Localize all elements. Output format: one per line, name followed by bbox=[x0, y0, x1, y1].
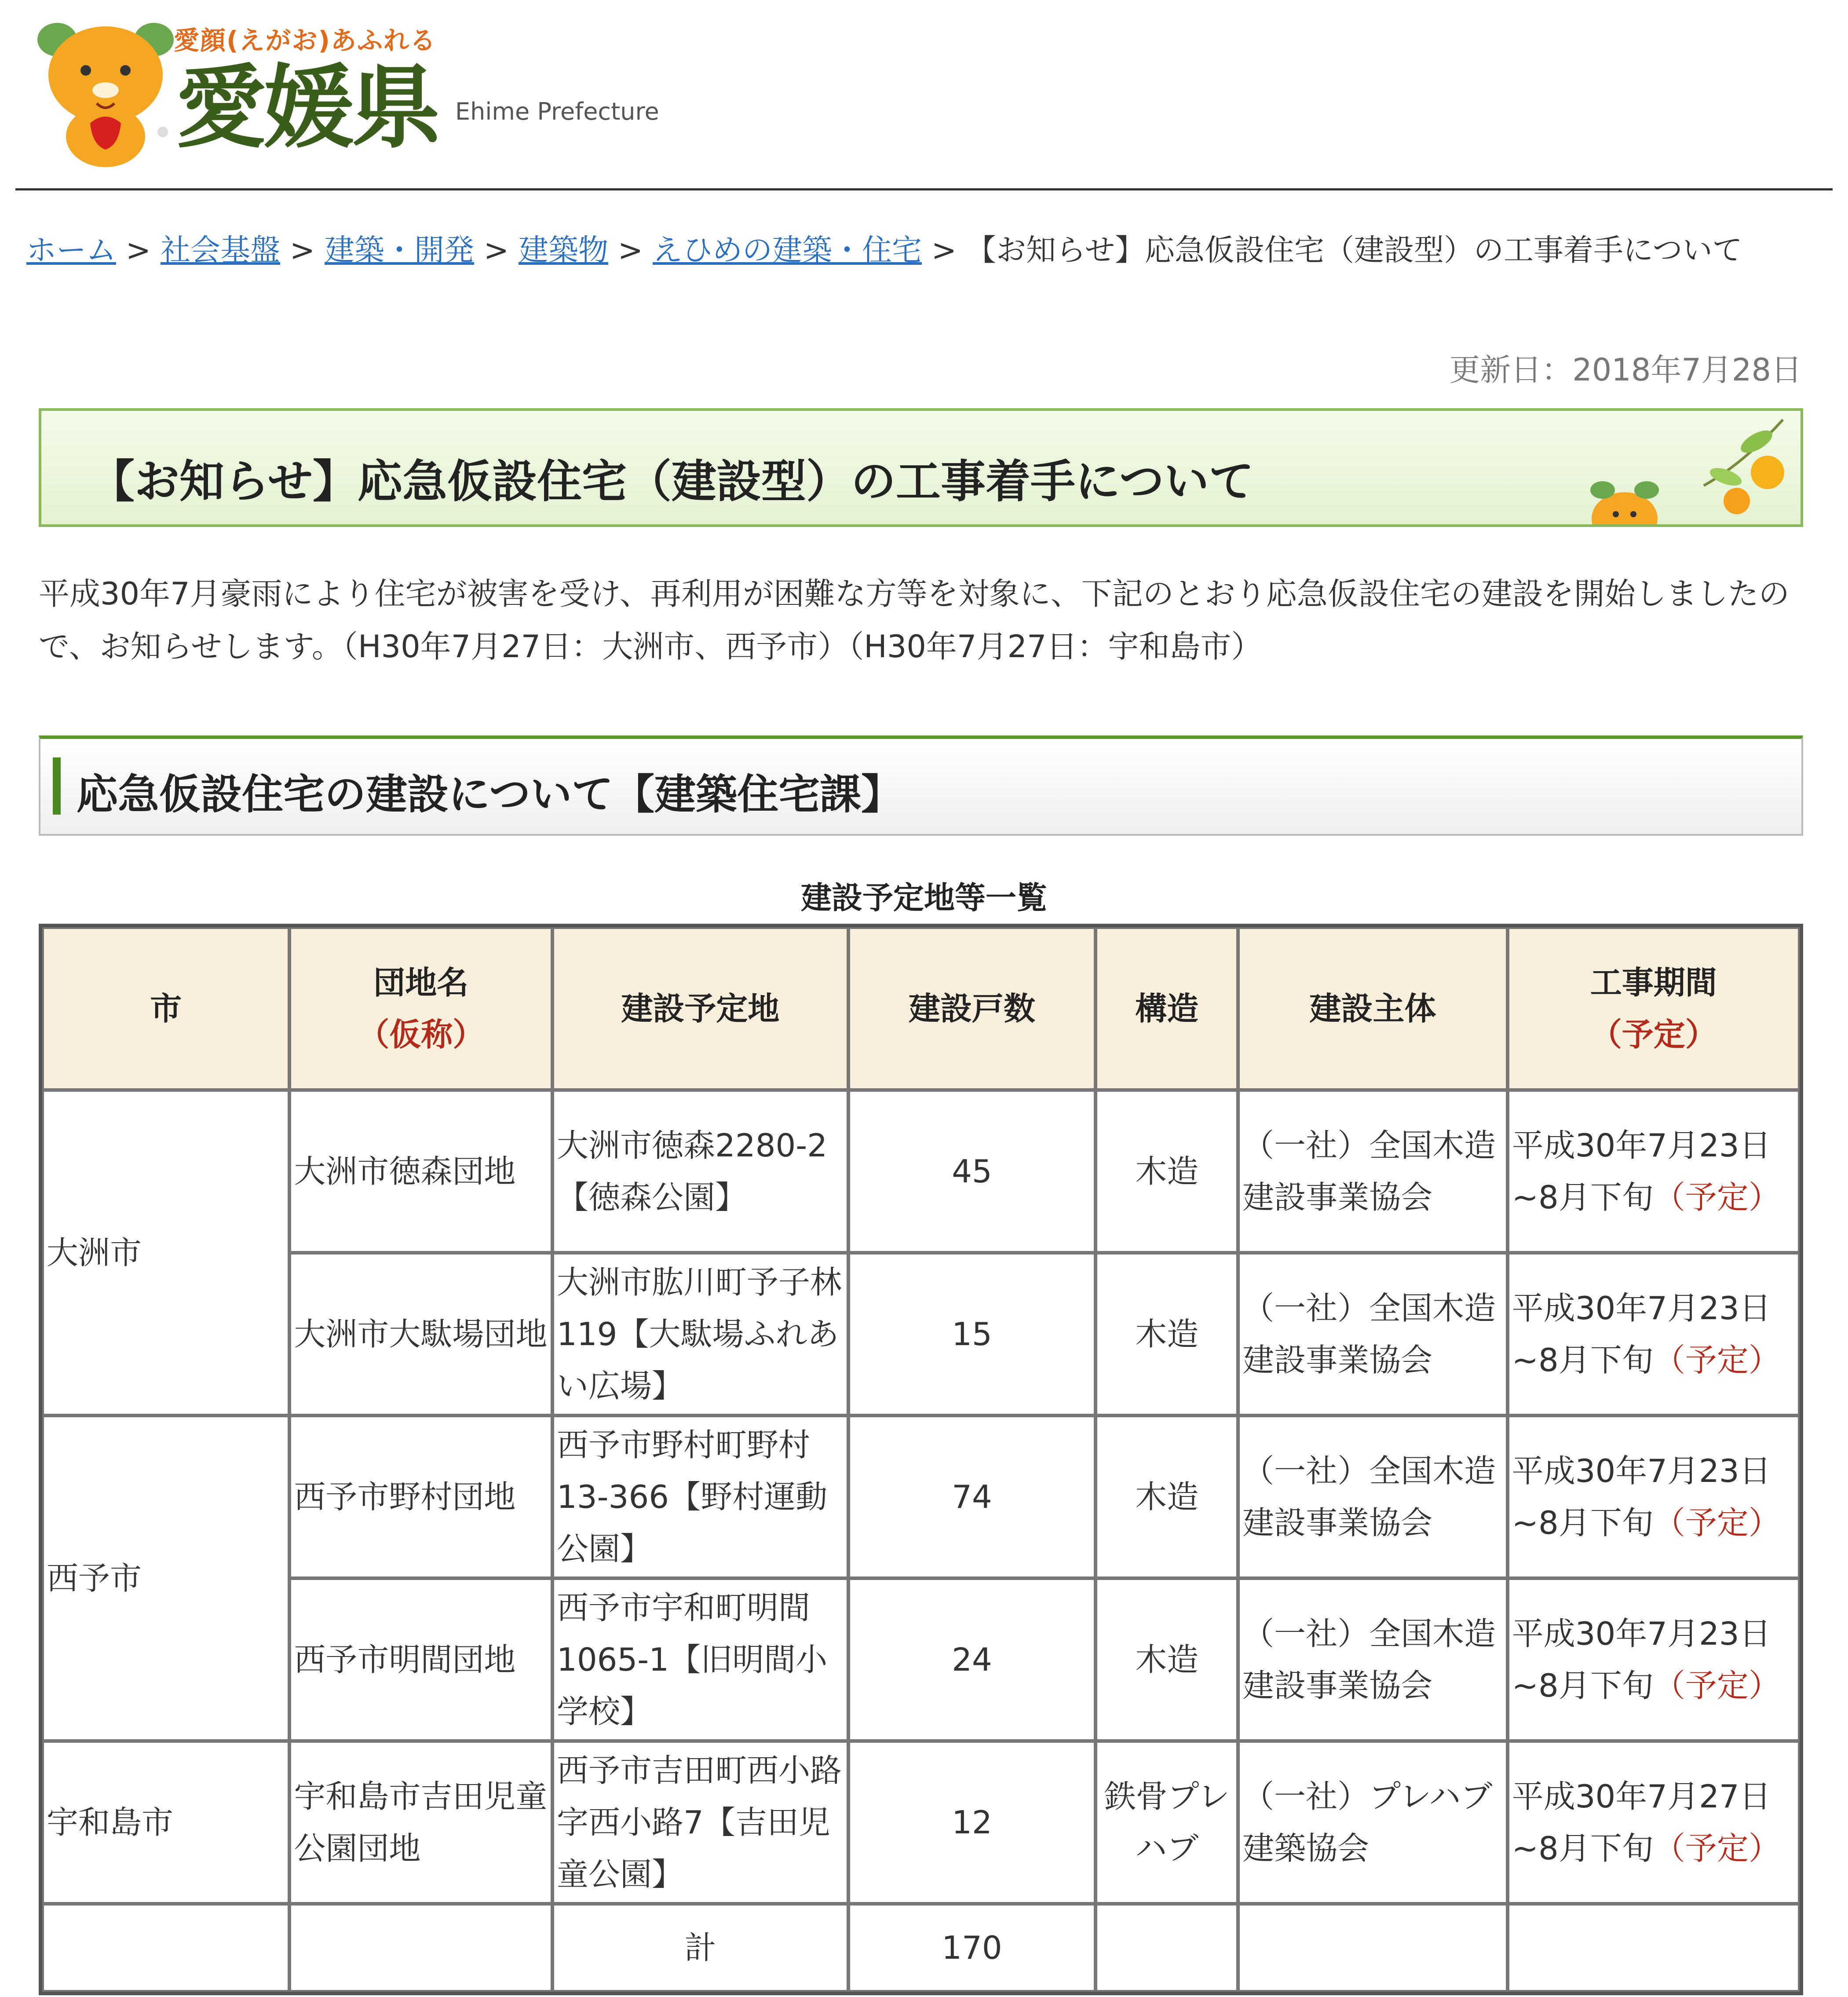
period-note: （予定） bbox=[1653, 1667, 1780, 1704]
period-text: 平成30年7月23日~8月下旬 bbox=[1512, 1127, 1771, 1216]
cell-empty bbox=[42, 1904, 289, 1992]
cell-name: 西予市野村団地 bbox=[289, 1415, 552, 1578]
period-note: （予定） bbox=[1653, 1342, 1780, 1379]
header-units: 建設戸数 bbox=[848, 927, 1096, 1090]
table-total-row bbox=[42, 1904, 1800, 1992]
cell-name: 宇和島市吉田児童公園団地 bbox=[289, 1741, 552, 1904]
breadcrumb-separator: > bbox=[126, 233, 151, 268]
cell-builder: （一社）全国木造建設事業協会 bbox=[1238, 1090, 1508, 1253]
cell-empty bbox=[1508, 1904, 1800, 1992]
cell-total-units: 170 bbox=[848, 1904, 1096, 1992]
breadcrumb-separator: > bbox=[290, 233, 315, 268]
cell-city: 西予市 bbox=[42, 1415, 289, 1741]
period-text: 平成30年7月23日~8月下旬 bbox=[1512, 1615, 1771, 1704]
page-title-box bbox=[39, 408, 1803, 527]
cell-units: 74 bbox=[848, 1415, 1096, 1578]
cell-site: 西予市吉田町西小路字西小路7【吉田児童公園】 bbox=[552, 1741, 848, 1904]
cell-builder: （一社）全国木造建設事業協会 bbox=[1238, 1253, 1508, 1415]
header-divider bbox=[15, 188, 1833, 190]
cell-structure: 木造 bbox=[1096, 1578, 1238, 1741]
cell-name: 大洲市徳森団地 bbox=[289, 1090, 552, 1253]
section-accent-bar bbox=[53, 757, 61, 815]
cell-builder: （一社）全国木造建設事業協会 bbox=[1238, 1415, 1508, 1578]
cell-units: 45 bbox=[848, 1090, 1096, 1253]
breadcrumb-separator: > bbox=[618, 233, 643, 268]
cell-empty bbox=[1096, 1904, 1238, 1992]
period-text: 平成30年7月27日~8月下旬 bbox=[1512, 1778, 1771, 1867]
breadcrumb-separator: > bbox=[484, 233, 509, 268]
breadcrumb-home-link[interactable]: ホーム bbox=[26, 233, 117, 268]
cell-city: 大洲市 bbox=[42, 1090, 289, 1415]
header-name bbox=[289, 927, 552, 1090]
tagline: 愛顔(えがお)あふれる bbox=[174, 26, 437, 55]
breadcrumb-architecture-link[interactable]: 建築・開発 bbox=[325, 233, 475, 268]
breadcrumb-buildings-link[interactable]: 建築物 bbox=[519, 233, 609, 268]
cell-empty bbox=[1238, 1904, 1508, 1992]
header-builder: 建設主体 bbox=[1238, 927, 1508, 1090]
cell-city: 宇和島市 bbox=[42, 1741, 289, 1904]
section-title: 応急仮設住宅の建設について【建築住宅課】 bbox=[77, 771, 903, 819]
header-structure: 構造 bbox=[1096, 927, 1238, 1090]
period-text: 平成30年7月23日~8月下旬 bbox=[1512, 1290, 1771, 1379]
table-row bbox=[42, 1578, 1800, 1741]
period-text: 平成30年7月23日~8月下旬 bbox=[1512, 1452, 1771, 1541]
mikyan-mascot-logo[interactable] bbox=[31, 9, 180, 167]
header-city: 市 bbox=[42, 927, 289, 1090]
header-period-label: 工事期間 bbox=[1590, 964, 1717, 1001]
cell-units: 24 bbox=[848, 1578, 1096, 1741]
cell-builder: （一社）プレハブ建築協会 bbox=[1238, 1741, 1508, 1904]
table-row bbox=[42, 1090, 1800, 1253]
cell-site: 西予市宇和町明間1065-1【旧明間小学校】 bbox=[552, 1578, 848, 1741]
cell-period bbox=[1508, 1253, 1800, 1415]
cell-empty bbox=[289, 1904, 552, 1992]
table-row bbox=[42, 1415, 1800, 1578]
mikan-decoration-icon bbox=[1537, 411, 1801, 524]
cell-total-label: 計 bbox=[552, 1904, 848, 1992]
cell-builder: （一社）全国木造建設事業協会 bbox=[1238, 1578, 1508, 1741]
period-note: （予定） bbox=[1653, 1179, 1780, 1216]
cell-period bbox=[1508, 1578, 1800, 1741]
cell-structure: 木造 bbox=[1096, 1090, 1238, 1253]
updated-date: 更新日：2018年7月28日 bbox=[1449, 352, 1802, 388]
cell-structure: 木造 bbox=[1096, 1415, 1238, 1578]
table-row bbox=[42, 1741, 1800, 1904]
breadcrumb-separator: > bbox=[931, 233, 957, 268]
prefecture-name[interactable]: 愛媛県 bbox=[176, 55, 438, 161]
site-header bbox=[0, 0, 1848, 189]
section-heading-box bbox=[39, 735, 1803, 836]
cell-period bbox=[1508, 1415, 1800, 1578]
page-title: 【お知らせ】応急仮設住宅（建設型）の工事着手について bbox=[90, 456, 1254, 508]
cell-structure: 鉄骨プレハブ bbox=[1096, 1741, 1238, 1904]
intro-text: 平成30年7月豪雨により住宅が被害を受け、再利用が困難な方等を対象に、下記のとおり応急仮設住宅の建設を開始しましたので、お知らせします。（H30年7月27日：大洲市、西予市）（H30年7月27日：宇和島市） bbox=[39, 576, 1790, 665]
prefecture-name-english: Ehime Prefecture bbox=[455, 98, 659, 125]
cell-site: 西予市野村町野村13-366【野村運動公園】 bbox=[552, 1415, 848, 1578]
cell-period bbox=[1508, 1090, 1800, 1253]
header-period-note: （予定） bbox=[1590, 1016, 1717, 1053]
header-name-note: （仮称） bbox=[358, 1016, 485, 1053]
table-caption: 建設予定地等一覧 bbox=[801, 880, 1047, 916]
breadcrumb bbox=[26, 224, 1830, 277]
cell-site: 大洲市肱川町予子林119【大駄場ふれあい広場】 bbox=[552, 1253, 848, 1415]
header-name-label: 団地名 bbox=[373, 964, 469, 1001]
breadcrumb-current: 【お知らせ】応急仮設住宅（建設型）の工事着手について bbox=[966, 233, 1742, 268]
cell-name: 大洲市大駄場団地 bbox=[289, 1253, 552, 1415]
period-note: （予定） bbox=[1653, 1504, 1780, 1541]
housing-site-table bbox=[39, 924, 1803, 1995]
table-row bbox=[42, 1253, 1800, 1415]
header-site: 建設予定地 bbox=[552, 927, 848, 1090]
cell-site: 大洲市徳森2280-2【徳森公園】 bbox=[552, 1090, 848, 1253]
breadcrumb-ehime-housing-link[interactable]: えひめの建築・住宅 bbox=[653, 233, 922, 268]
cell-units: 12 bbox=[848, 1741, 1096, 1904]
cell-units: 15 bbox=[848, 1253, 1096, 1415]
table-header-row bbox=[42, 927, 1800, 1090]
cell-name: 西予市明間団地 bbox=[289, 1578, 552, 1741]
breadcrumb-social-infra-link[interactable]: 社会基盤 bbox=[161, 233, 281, 268]
header-period bbox=[1508, 927, 1800, 1090]
cell-structure: 木造 bbox=[1096, 1253, 1238, 1415]
period-note: （予定） bbox=[1653, 1830, 1780, 1867]
cell-period bbox=[1508, 1741, 1800, 1904]
